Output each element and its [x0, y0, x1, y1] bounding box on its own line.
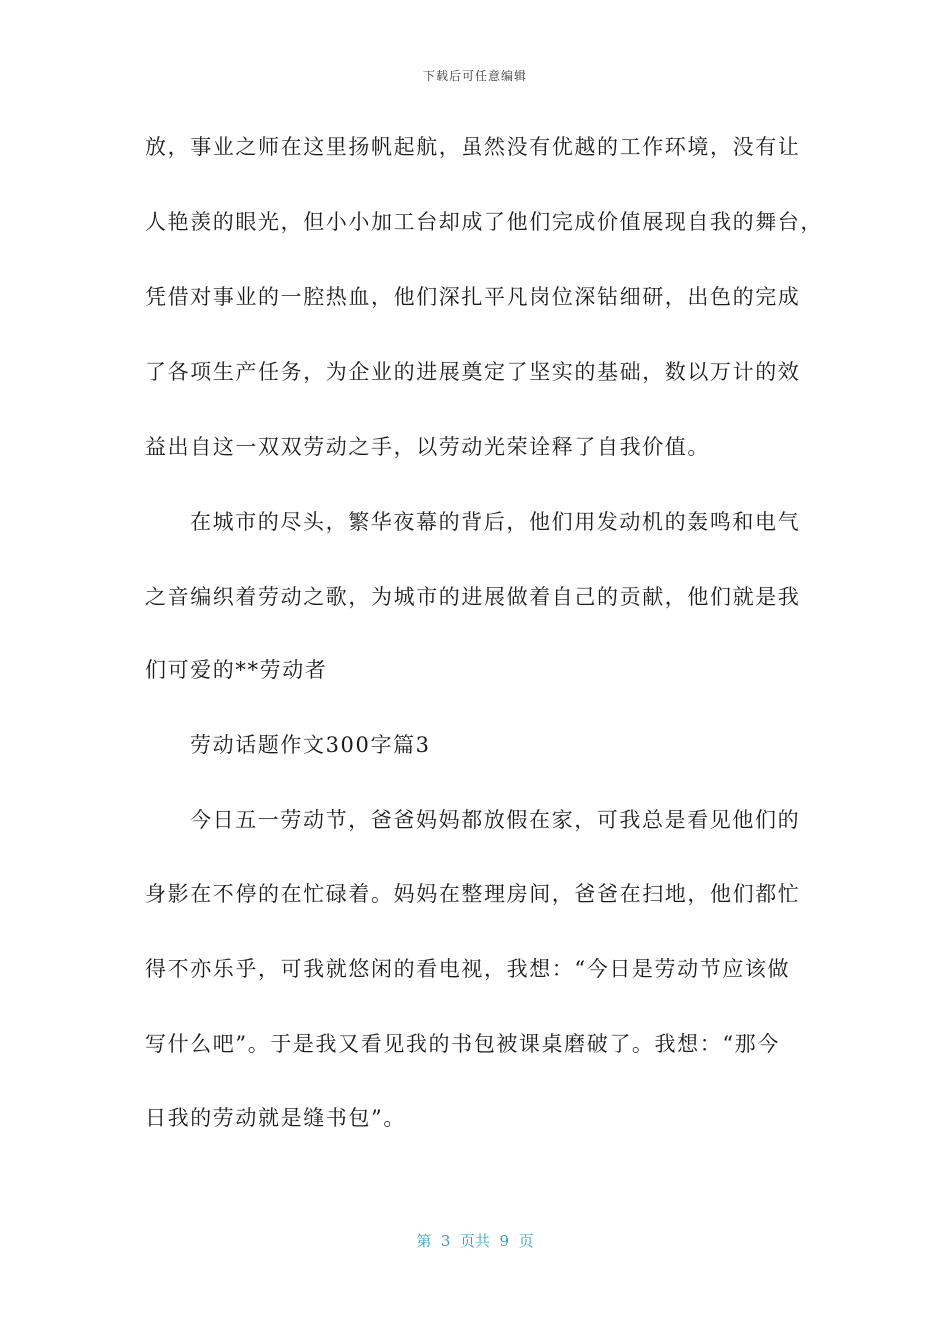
text-line: 益出自这一双双劳动之手，以劳动光荣诠释了自我价值。	[145, 435, 710, 459]
text-line: 人艳羡的眼光，但小小加工台却成了他们完成价值展现自我的舞台，	[145, 210, 823, 234]
text-line: 凭借对事业的一腔热血，他们深扎平凡岗位深钻细研，出色的完成	[145, 285, 801, 309]
text-line: 放，事业之师在这里扬帆起航，虽然没有优越的工作环境，没有让	[145, 135, 801, 159]
text-line: 在城市的尽头，繁华夜幕的背后，他们用发动机的轰鸣和电气	[190, 510, 801, 534]
text-line: 得不亦乐乎，可我就悠闲的看电视，我想：“今日是劳动节应该做	[145, 957, 791, 981]
text-line: 们可爱的**劳动者	[145, 658, 328, 682]
text-line: 之音编织着劳动之歌，为城市的进展做着自己的贡献，他们就是我	[145, 585, 801, 609]
text-line: 日我的劳动就是缝书包”。	[145, 1106, 406, 1130]
header-note: 下载后可任意编辑	[422, 69, 527, 83]
section-heading: 劳动话题作文300字篇3	[190, 733, 431, 757]
text-line: 写什么吧”。于是我又看见我的书包被课桌磨破了。我想：“那今	[145, 1032, 780, 1056]
page-footer: 第 3 页共 9 页	[416, 1232, 534, 1250]
text-line: 身影在不停的在忙碌着。妈妈在整理房间，爸爸在扫地，他们都忙	[145, 882, 801, 906]
text-line: 了各项生产任务，为企业的进展奠定了坚实的基础，数以万计的效	[145, 360, 801, 384]
text-line: 今日五一劳动节，爸爸妈妈都放假在家，可我总是看见他们的	[190, 808, 801, 832]
